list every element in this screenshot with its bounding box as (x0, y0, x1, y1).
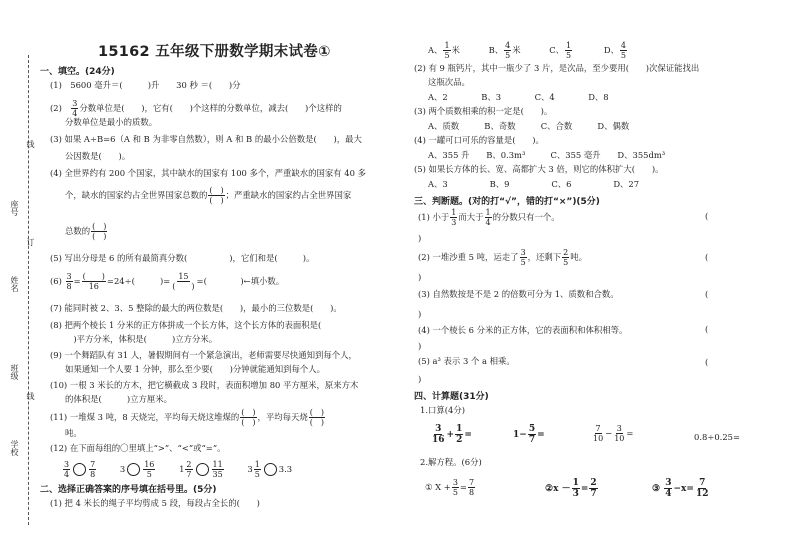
judge-1: (1) 小于 $\frac{1}{3}$ 而大于 $\frac{1}{4}$ 的分数只有一个。 (418, 208, 560, 227)
compare-circle[interactable] (73, 463, 86, 476)
choice-3: (3) 两个质数相乘的积一定是( )。 (414, 106, 553, 116)
judge-2-open: ( (705, 252, 709, 262)
judge-2-close: ) (418, 272, 422, 282)
question-8-cont: )平方分米，体积是( )立方分米。 (65, 334, 218, 344)
equation-1: ① X + $\frac{3}{5}$ = $\frac{7}{8}$ (425, 478, 475, 497)
judge-3-open: ( (705, 289, 709, 299)
oral-3: $\frac{7}{10}$ − $\frac{3}{10}$ = (593, 424, 634, 443)
compare-circle[interactable] (127, 463, 140, 476)
question-3: (3) 如果 A÷B=6（A 和 B 为非零自然数），则 A 和 B 的最小公倍数是( )，最大 (50, 134, 362, 144)
judge-4: (4) 一个棱长 6 分米的正方体，它的表面积和体积相等。 (418, 325, 628, 335)
choice-5: (5) 如果长方体的长、宽、高都扩大 3 倍，则它的体积扩大( )。 (414, 164, 664, 174)
question-2: (2) $\frac{3}{4}$ 分数单位是( )，它有( )个这样的分数单位，减去( )个这样的 (50, 99, 342, 118)
choice-3-options: A、质数 B、奇数 C、合数 D、偶数 (428, 121, 630, 131)
question-1: (1) 5600 毫升＝( )升 30 秒 ＝( )分 (50, 80, 241, 90)
question-6: (6) $\frac{3}{8}$ = $\frac{( )}{16}$ =24÷( )= $\frac{15}{( )}$ =( )←填小数。 (50, 272, 285, 291)
page-title: 15162 五年级下册数学期末试卷① (98, 44, 331, 60)
binding-school: 学校 (10, 440, 19, 456)
question-5: (5) 写出分母是 6 的所有最简真分数( )，它们和是( )。 (50, 253, 315, 263)
question-10-cont: 的体积是( )立方厘米。 (65, 394, 173, 404)
section-choice: 二、选择正确答案的序号填在括号里。(5分) (40, 485, 217, 495)
judge-5-close: ) (418, 374, 422, 384)
equation-3: ③ $\frac{3}{4}$ −x= $\frac{7}{12}$ (652, 478, 709, 499)
question-10: (10) 一根 3 米长的方木，把它横截成 3 段时，表面积增加 80 平方厘米，原来方木 (50, 380, 359, 390)
compare-circle[interactable] (264, 463, 277, 476)
section-calc: 四、计算题(31分) (414, 392, 489, 402)
choice-2-options: A、2 B、3 C、4 D、8 (428, 92, 609, 102)
judge-1-close: ) (418, 233, 422, 243)
oral-calc-heading: 1.口算(4分) (420, 405, 465, 415)
question-2-cont: 分数单位是最小的质数。 (65, 117, 158, 127)
oral-4: 0.8÷0.25= (694, 432, 741, 442)
binding-class: 班级 (10, 364, 19, 380)
choice-2-cont: 这瓶次品。 (428, 77, 470, 87)
judge-1-open: ( (705, 211, 709, 221)
judge-5: (5) a³ 表示 3 个 a 相乘。 (418, 356, 515, 366)
oral-1: $\frac{3}{16}$ + $\frac{1}{2}$ = (432, 424, 472, 445)
section-judge: 三、判断题。(对的打“√”，错的打“×”)(5分) (414, 197, 600, 207)
judge-2: (2) 一堆沙重 5 吨，运走了 $\frac{3}{5}$ ，还剩下 $\frac{2}{5}$ 吨。 (418, 248, 587, 267)
judge-3: (3) 自然数按是不是 2 的倍数可分为 1、质数和合数。 (418, 289, 619, 299)
question-4: (4) 全世界约有 200 个国家，其中缺水的国家有 100 多个，严重缺水的国家有 40 多 (50, 168, 366, 178)
choice-4: (4) 一罐可口可乐的容量是( )。 (414, 135, 544, 145)
binding-xian: 线 (26, 140, 35, 148)
binding-seal: 线 (26, 392, 35, 400)
choice-2: (2) 有 9 瓶钙片，其中一瓶少了 3 片，是次品，至少要用( )次保证能找出 (414, 63, 700, 73)
question-7: (7) 能同时被 2、3、5 整除的最大的两位数是( )，最小的三位数是( )。 (50, 303, 342, 313)
section-fill-blank: 一、填空。(24分) (40, 67, 115, 77)
question-11: (11) 一堆煤 3 吨，8 天烧完，平均每天烧这堆煤的 $\frac{( )}{( )}$ ，平均每天烧 $\frac{( )}{( )}$ (50, 408, 324, 427)
question-8: (8) 把两个棱长 1 分米的正方体拼成一个长方体，这个长方体的表面积是( (50, 320, 322, 330)
question-4-end: 总数的 $\frac{( )}{( )}$ (65, 222, 107, 241)
question-4-cont: 个，缺水的国家约占全世界国家总数的 $\frac{( )}{( )}$ ；严重缺水的国家约占全世界国家 (65, 186, 352, 205)
choice-1-options: A、 $\frac{1}{5}$ 米 B、 $\frac{4}{5}$ 米 C、 $\frac{1}{5}$ D、 $\frac{4}{5}$ (428, 41, 626, 60)
binding-ding: 订 (26, 238, 35, 246)
judge-3-close: ) (418, 309, 422, 319)
choice-5-options: A、3 B、9 C、6 D、27 (428, 179, 640, 189)
oral-2: 1− $\frac{5}{7}$ = (513, 424, 545, 445)
choice-4-options: A、355 升 B、0.3m³ C、355 毫升 D、355dm³ (428, 150, 666, 160)
question-9: (9) 一个舞蹈队有 31 人，暑假期间有一个紧急演出，老师需要尽快通知到每个人， (50, 350, 357, 360)
question-9-cont: 如果通知一个人要 1 分钟，那么至少要( )分钟就能通知到每个人。 (65, 364, 326, 374)
equation-heading: 2.解方程。(6分) (420, 457, 482, 467)
compare-circle[interactable] (196, 463, 209, 476)
judge-4-open: ( (705, 324, 709, 334)
question-12: (12) 在下面每组的〇里填上“>”、“<”或“=”。 (50, 443, 226, 453)
question-11-cont: 吨。 (65, 428, 82, 438)
binding-line (28, 55, 29, 525)
binding-seat: 座号 (10, 200, 19, 216)
binding-name: 姓名 (10, 276, 19, 292)
choice-1: (1) 把 4 米长的绳子平均剪成 5 段，每段占全长的( ) (50, 498, 260, 508)
question-3-cont: 公因数是( )。 (65, 151, 131, 161)
judge-4-close: ) (418, 341, 422, 351)
compare-row: $\frac{3}{4}$ $\frac{7}{8}$ 3 $\frac{16}{5}$ 1 $\frac{2}{7}$ $\frac{11}{35}$ 3 $\frac{1}{5}$ 3.3 (64, 460, 293, 479)
judge-5-open: ( (705, 357, 709, 367)
equation-2: ②x － $\frac{1}{3}$ = $\frac{2}{7}$ (545, 478, 597, 499)
